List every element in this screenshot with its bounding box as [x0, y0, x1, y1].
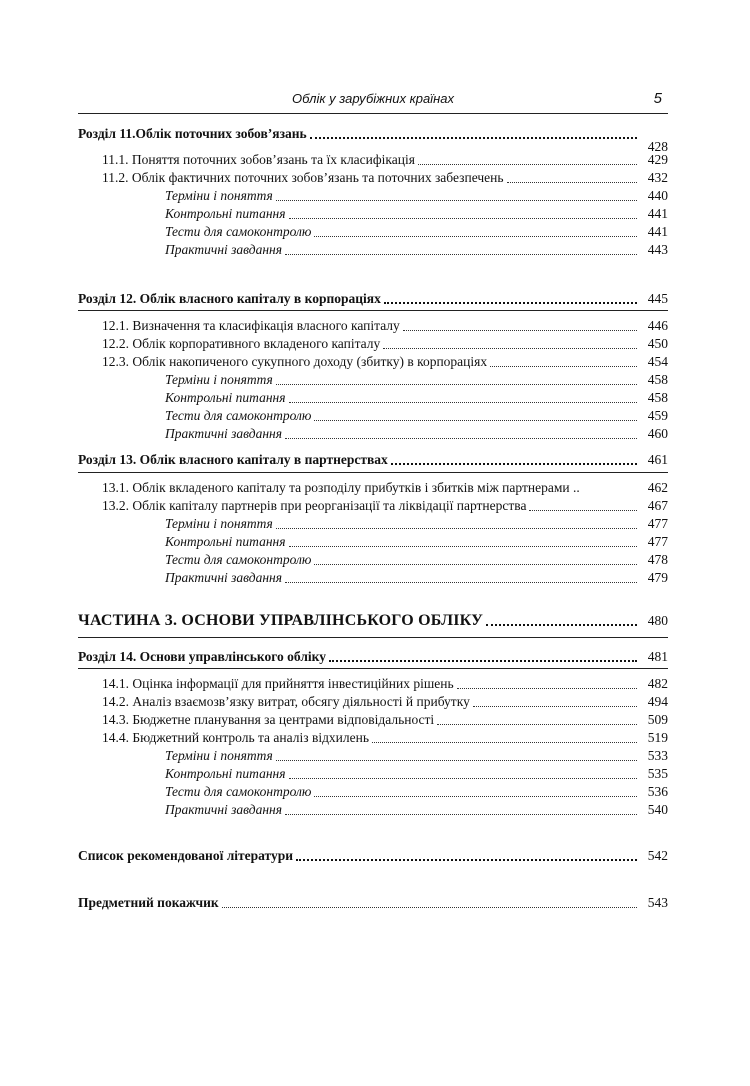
toc-page-number: 543: [647, 895, 668, 910]
toc-subitem-tasks[interactable]: [78, 424, 668, 443]
dot-leader: [276, 199, 637, 201]
dot-leader: [329, 659, 637, 662]
toc-section-title: 12.2. Облік корпоративного вкладеного капіталу: [102, 336, 381, 351]
toc-chapter-title: Розділ 13. Облік власного капіталу в партнерствах: [78, 452, 388, 467]
toc-subitem-tests[interactable]: [78, 406, 668, 425]
dot-leader: [473, 705, 637, 707]
dot-leader: [289, 545, 638, 547]
toc-subitem-tasks[interactable]: [78, 568, 668, 587]
running-title: Облік у зарубіжних країнах: [292, 91, 454, 106]
chapter-divider: [78, 472, 668, 473]
toc-subitem-title: Контрольні питання: [165, 534, 286, 549]
dot-leader: [437, 723, 637, 725]
dot-leader: [529, 509, 637, 511]
toc-page-number: 446: [647, 318, 668, 333]
toc-subitem-title: Терміни і поняття: [165, 516, 273, 531]
toc-page-number: 519: [647, 730, 668, 745]
toc-section-title: 11.1. Поняття поточних зобов’язань та їх класифікація: [102, 152, 415, 167]
toc-bibliography-title: Список рекомендованої літератури: [78, 848, 294, 863]
dot-leader: [310, 136, 637, 139]
toc-section-title: 14.4. Бюджетний контроль та аналіз відхилень: [102, 730, 370, 745]
toc-subitem-questions[interactable]: [78, 204, 668, 223]
toc-page-number: 533: [647, 748, 668, 763]
toc-page-number: 461: [647, 452, 668, 467]
dot-leader: [383, 347, 637, 349]
toc-page-number: 509: [647, 712, 668, 727]
toc-page-number: 536: [647, 784, 668, 799]
page-number: 5: [653, 90, 662, 107]
toc-subitem-title: Тести для самоконтролю: [165, 224, 312, 239]
toc-page-number: 429: [647, 152, 668, 167]
toc-subitem-terms[interactable]: [78, 746, 668, 765]
toc-section-title: 14.3. Бюджетне планування за центрами відповідальності: [102, 712, 435, 727]
dot-leader: [314, 795, 637, 797]
dot-leader: [314, 235, 637, 237]
toc-subitem-title: Терміни і поняття: [165, 372, 273, 387]
toc-section-title: 12.1. Визначення та класифікація власного капіталу: [102, 318, 400, 333]
toc-chapter-title: Розділ 12. Облік власного капіталу в корпораціях: [78, 291, 381, 306]
toc-page-number: 467: [647, 498, 668, 513]
toc-page-number: 477: [647, 534, 668, 549]
toc-subitem-title: Тести для самоконтролю: [165, 784, 312, 799]
dot-leader: [289, 217, 638, 219]
toc-subitem-questions[interactable]: [78, 388, 668, 407]
toc-subitem-title: Терміни і поняття: [165, 188, 273, 203]
toc-chapter-12[interactable]: [78, 289, 668, 308]
toc-section-14-3[interactable]: [78, 710, 668, 729]
toc-page-number: 480: [647, 613, 668, 628]
dot-leader: [222, 906, 637, 908]
toc-index-title: Предметний покажчик: [78, 895, 219, 910]
toc-page-number: 443: [647, 242, 668, 257]
toc-section-11-2[interactable]: [78, 168, 668, 187]
toc-page-number: 428: [647, 139, 668, 154]
toc-section-title: 14.2. Аналіз взаємозв’язку витрат, обсягу діяльності й прибутку: [102, 694, 470, 709]
toc-section-14-4[interactable]: [78, 728, 668, 747]
toc-subitem-title: Практичні завдання: [165, 802, 283, 817]
toc-section-13-1[interactable]: [78, 478, 668, 497]
toc-chapter-11[interactable]: [78, 124, 668, 143]
toc-page-number: 440: [647, 188, 668, 203]
chapter-divider: [78, 668, 668, 669]
toc-section-12-1[interactable]: [78, 316, 668, 335]
toc-page-number: 478: [647, 552, 668, 567]
toc-section-title: 13.2. Облік капіталу партнерів при реорганізації та ліквідації партнерства: [102, 498, 527, 513]
toc-section-title: 12.3. Облік накопиченого сукупного доходу (збитку) в корпораціях: [102, 354, 488, 369]
toc-section-13-2[interactable]: [78, 496, 668, 515]
toc-subitem-title: Терміни і поняття: [165, 748, 273, 763]
dot-leader: [507, 181, 637, 183]
toc-subitem-title: Контрольні питання: [165, 206, 286, 221]
toc-subitem-tests[interactable]: [78, 222, 668, 241]
toc-subitem-title: Практичні завдання: [165, 242, 283, 257]
toc-page-number: 454: [647, 354, 668, 369]
toc-page-number: 535: [647, 766, 668, 781]
toc-page-number: 540: [647, 802, 668, 817]
dot-leader: [486, 623, 637, 626]
toc-section-title: 11.2. Облік фактичних поточних зобов’язань та поточних забезпечень: [102, 170, 504, 185]
toc-page-number: 445: [647, 291, 668, 306]
toc-page-number: 441: [647, 224, 668, 239]
toc-subitem-title: Практичні завдання: [165, 570, 283, 585]
dot-leader: [384, 301, 637, 304]
dot-leader: [285, 253, 637, 255]
toc-page-number: 459: [647, 408, 668, 423]
dot-leader: [314, 419, 637, 421]
toc-page-number: 482: [647, 676, 668, 691]
toc-subitem-terms[interactable]: [78, 370, 668, 389]
toc-page-number: 458: [647, 390, 668, 405]
toc-subitem-title: Контрольні питання: [165, 766, 286, 781]
toc-subitem-tasks[interactable]: [78, 800, 668, 819]
toc-page-number: 441: [647, 206, 668, 221]
toc-page-number: 450: [647, 336, 668, 351]
toc-section-11-1[interactable]: [78, 150, 668, 169]
dot-leader: [285, 437, 637, 439]
toc-page-number: 542: [647, 848, 668, 863]
dot-leader: [276, 383, 637, 385]
dot-leader: [391, 462, 637, 465]
toc-chapter-title: Розділ 11.Облік поточних зобов’язань: [78, 126, 307, 141]
toc-subitem-title: Контрольні питання: [165, 390, 286, 405]
toc-bibliography[interactable]: [78, 846, 668, 865]
toc-page-number: 462: [647, 480, 668, 495]
toc-subitem-title: Практичні завдання: [165, 426, 283, 441]
toc-subitem-tests[interactable]: [78, 550, 668, 569]
dot-leader: [418, 163, 637, 165]
part-divider: [78, 637, 668, 638]
toc-page-number: 477: [647, 516, 668, 531]
toc-subitem-terms[interactable]: [78, 514, 668, 533]
toc-subitem-terms[interactable]: [78, 186, 668, 205]
toc-section-title: 14.1. Оцінка інформації для прийняття інвестиційних рішень: [102, 676, 454, 691]
dot-leader: [296, 858, 637, 861]
toc-section-12-3[interactable]: [78, 352, 668, 371]
toc-chapter-13[interactable]: [78, 450, 668, 469]
toc-page-number: 460: [647, 426, 668, 441]
dot-leader: [403, 329, 637, 331]
toc-section-title: 13.1. Облік вкладеного капіталу та розподілу прибутків і збитків між партнерами ..: [102, 480, 580, 495]
toc-subitem-title: Тести для самоконтролю: [165, 552, 312, 567]
toc-section-14-2[interactable]: [78, 692, 668, 711]
toc-subitem-questions[interactable]: [78, 764, 668, 783]
dot-leader: [314, 563, 637, 565]
toc-page-number: 479: [647, 570, 668, 585]
toc-subitem-title: Тести для самоконтролю: [165, 408, 312, 423]
toc-subject-index[interactable]: [78, 893, 668, 912]
dot-leader: [285, 581, 637, 583]
dot-leader: [289, 401, 638, 403]
toc-chapter-title: Розділ 14. Основи управлінського обліку: [78, 649, 326, 664]
toc-page-number: 481: [647, 649, 668, 664]
dot-leader: [285, 813, 637, 815]
toc-subitem-tests[interactable]: [78, 782, 668, 801]
toc-section-14-1[interactable]: [78, 674, 668, 693]
dot-leader: [276, 527, 637, 529]
chapter-divider: [78, 310, 668, 311]
page-header: [78, 91, 668, 114]
toc-page-number: 458: [647, 372, 668, 387]
toc-chapter-14[interactable]: [78, 647, 668, 666]
toc-subitem-questions[interactable]: [78, 532, 668, 551]
toc-part-title: ЧАСТИНА 3. ОСНОВИ УПРАВЛІНСЬКОГО ОБЛІКУ: [78, 612, 484, 629]
toc-part-3[interactable]: [78, 611, 668, 630]
toc-subitem-tasks[interactable]: [78, 240, 668, 259]
toc-page-number: 432: [647, 170, 668, 185]
toc-section-12-2[interactable]: [78, 334, 668, 353]
toc-page-number: 494: [647, 694, 668, 709]
dot-leader: [289, 777, 638, 779]
dot-leader: [276, 759, 637, 761]
dot-leader: [457, 687, 637, 689]
dot-leader: [372, 741, 637, 743]
dot-leader: [490, 365, 637, 367]
